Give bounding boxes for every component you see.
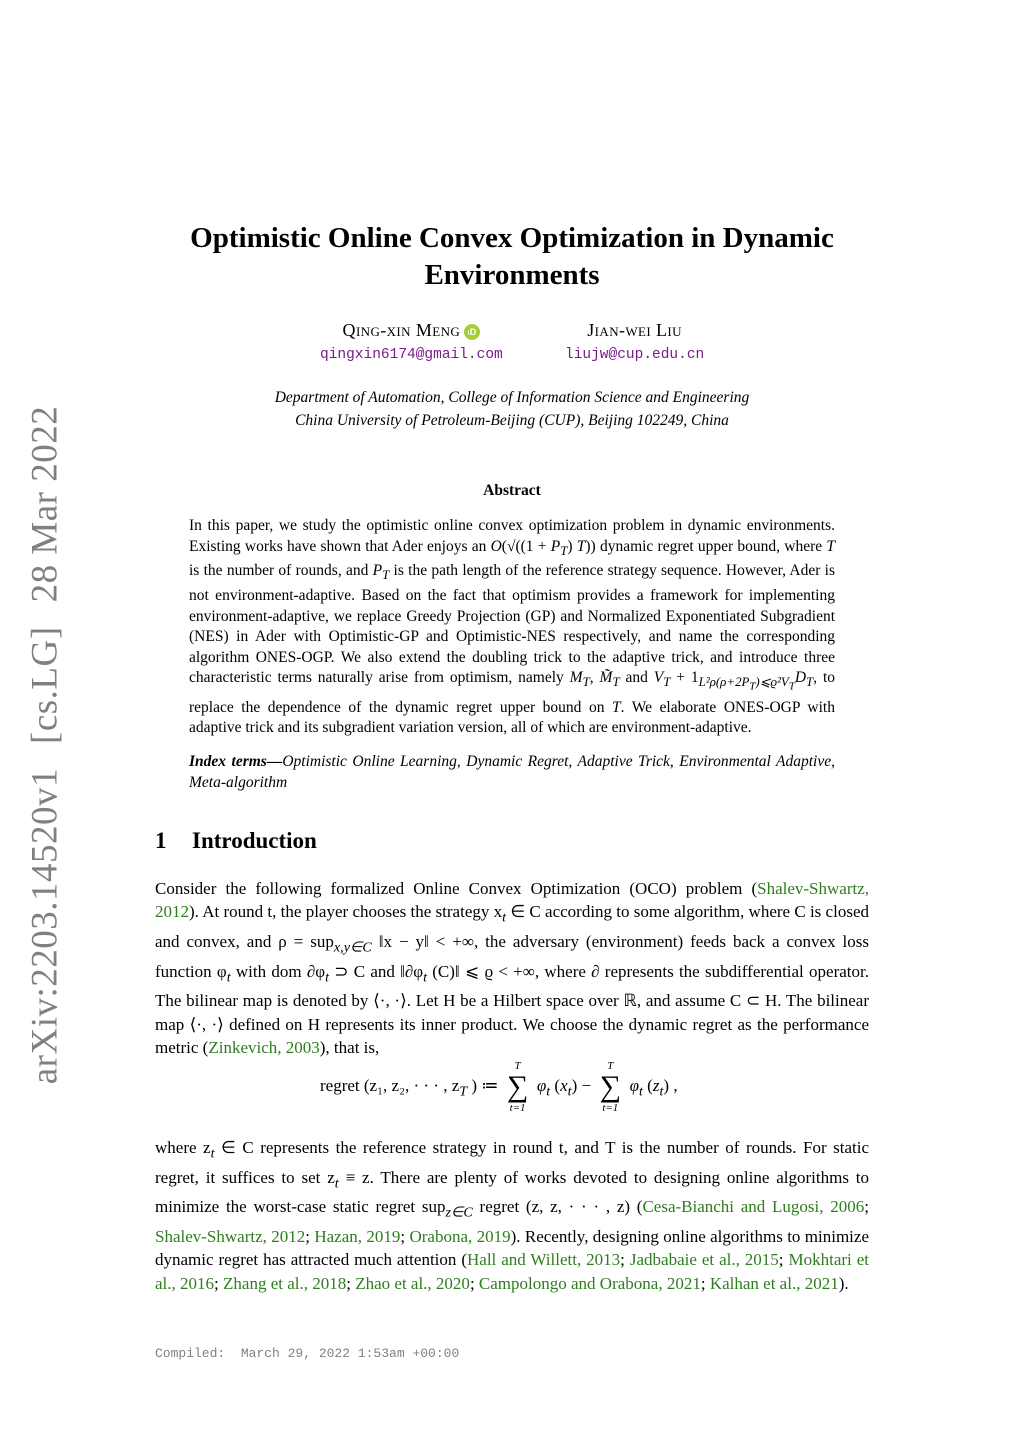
citation-link[interactable]: Cesa-Bianchi and Lugosi, 2006	[642, 1197, 865, 1217]
title-line-1: Optimistic Online Convex Optimization in Dynamic	[190, 222, 834, 254]
title-line-2: Environments	[424, 259, 600, 291]
author-email-link[interactable]: qingxin6174@gmail.com	[320, 347, 503, 363]
body-text: where z	[155, 1138, 211, 1157]
abstract-heading: Abstract	[483, 482, 541, 499]
citation-link[interactable]: Mokhtari et al., 2016	[155, 1250, 869, 1293]
citation-link[interactable]: Jadbabaie et al., 2015	[629, 1250, 779, 1270]
abstract-text: is the number of rounds, and	[189, 562, 373, 580]
equation-assign: ) ≔	[471, 1075, 499, 1095]
author-email-link[interactable]: liujw@cup.edu.cn	[565, 347, 705, 363]
citation-link[interactable]: Zhang et al., 2018	[223, 1273, 347, 1293]
body-text: ‖x − y‖ < +∞, the adversary (environment) feeds back a convex loss function φ	[155, 931, 869, 981]
citation-link[interactable]: Zinkevich, 2003	[208, 1037, 320, 1057]
section-title: Introduction	[192, 828, 317, 853]
abstract-text: dynamic regret upper bound, where	[595, 537, 827, 555]
author-name: Jian-wei Liu	[587, 320, 682, 340]
affiliation	[155, 386, 869, 432]
body-text: with dom ∂φ	[230, 961, 326, 981]
body-text: Consider the following formalized Online Convex Optimization (OCO) problem (	[155, 879, 758, 898]
citation-link[interactable]: Zhao et al., 2020	[355, 1273, 470, 1293]
body-text: ). At round t, the player chooses the strategy x	[189, 902, 503, 922]
index-terms-label: Index terms—	[189, 753, 283, 770]
index-terms-text: Optimistic Online Learning, Dynamic Regret, Adaptive Trick, Environmental Adaptive, Meta-algorithm	[189, 753, 835, 791]
author-2	[565, 320, 704, 363]
regret-equation	[155, 1060, 869, 1120]
body-text: regret (z, z, · · · , z) (	[472, 1197, 643, 1217]
citation-link[interactable]: Shalev-Shwartz, 2012	[155, 1227, 306, 1247]
body-text: ), that is,	[319, 1037, 380, 1057]
paper-title	[155, 220, 869, 294]
citation-link[interactable]: Hazan, 2019	[314, 1227, 401, 1247]
arxiv-stamp	[24, 406, 67, 1084]
abstract-text: . We elaborate ONES-OGP with adaptive trick and its subgradient variation version, all of which are environment-adaptive.	[189, 698, 835, 737]
arxiv-category: [cs.LG]	[24, 626, 66, 744]
citation-link[interactable]: Hall and Willett, 2013	[467, 1250, 621, 1270]
citation-link[interactable]: Orabona, 2019	[409, 1227, 511, 1247]
abstract-text: In this paper, we study the optimistic online convex optimization problem in dynamic environments. Existing works have shown that Ader enjoys an	[189, 517, 835, 555]
citation-link[interactable]: Kalhan et al., 2021	[709, 1273, 839, 1293]
abstract-text: is the path length of the reference strategy sequence. However, Ader is not environment-adaptive. Based on the fact that optimism provides a framework for implementing environment-adaptive, we replace Greedy Projection (GP) and Normalized Exponentiated Subgradient (NES) in Ader with Optimistic-GP and Optimistic-NES respectively, and name the corresponding algorithm ONES-OGP. We also extend the doubling trick to the adaptive trick, and introduce three characteristic terms naturally arise from optimism, namely	[189, 562, 835, 687]
author-1	[320, 320, 503, 363]
abstract-text: , to replace the dependence of the dynamic regret upper bound on	[189, 669, 836, 716]
compiled-footer: Compiled: March 29, 2022 1:53am +00:00	[155, 1346, 460, 1361]
arxiv-date: 28 Mar 2022	[24, 405, 66, 603]
body-text: ). Recently, designing online algorithms to minimize dynamic regret has attracted much attention (	[155, 1227, 869, 1270]
author-name: Qing-xin Meng	[342, 320, 461, 340]
citation-link[interactable]: Shalev-Shwartz, 2012	[155, 879, 869, 922]
arxiv-id: arXiv:2203.14520v1	[24, 767, 66, 1085]
sum-symbol: T ∑ t=1	[599, 1060, 622, 1114]
affiliation-line-2: China University of Petroleum-Beijing (CUP), Beijing 102249, China	[295, 412, 729, 429]
intro-paragraph-1: Consider the following formalized Online Convex Optimization (OCO) problem (Shalev-Shwartz, 2012). At round t, the player chooses the strategy $x_t$ ∈ C according to some algorithm, where C is closed and convex, and ρ = sup$_{x,y\in C}$ ‖x − y‖ < +∞, the adversary (environment) feeds back a convex loss function $\varphi_t$ with dom $\partial\varphi_t$ ⊃ C and $‖\partial\varphi_t$ (C)‖ ⩽ ϱ < +∞, where ∂ represents the subdifferential operator. The bilinear map is denoted by ⟨·, ·⟩. Let H be a Hilbert space over ℝ, and assume C ⊂ H. The bilinear map ⟨·, ·⟩ defined on H represents its inner product. We choose the dynamic regret as the performance metric (Zinkevich, 2003), that is,	[155, 879, 869, 1057]
affiliation-line-1: Department of Automation, College of Information Science and Engineering	[274, 389, 750, 406]
section-heading	[155, 828, 317, 854]
equation-body: regret (z₁, z₂, · · · , $z_T$ ) ≔ T ∑ t=1 $\varphi_t$ $(x_t)$ − T ∑ t=1 $\varphi_t$ $(z_t)$ ,	[320, 1060, 678, 1114]
body-text: ).	[838, 1273, 849, 1293]
index-terms	[189, 752, 835, 793]
body-text: ∈ C according to some algorithm, where C is closed and convex, and ρ = sup	[155, 902, 869, 951]
body-text: ⊃ C and ‖∂φ	[329, 961, 424, 981]
sum-symbol: T ∑ t=1	[506, 1060, 529, 1114]
body-text: ≡ z. There are plenty of works devoted to designing online algorithms to minimize the worst-case static regret sup	[155, 1167, 870, 1217]
body-text: (C)‖ ⩽ ϱ < +∞, where ∂ represents the subdifferential operator. The bilinear map is denoted by ⟨·, ·⟩. Let H be a Hilbert space over ℝ, and assume C ⊂ H. The bilinear map ⟨·, ·⟩ defined on H represents its inner product. We choose the dynamic regret as the performance metric (	[155, 961, 869, 1057]
citation-link[interactable]: Campolongo and Orabona, 2021	[478, 1273, 701, 1293]
intro-paragraph-2: where $z_t$ ∈ C represents the reference strategy in round t, and T is the number of rounds. For static regret, it suffices to set $z_t \equiv z$. There are plenty of works devoted to designing online algorithms to minimize the worst-case static regret sup$_{z\in C}$ regret (z, z, · · · , z) (Cesa-Bianchi and Lugosi, 2006; Shalev-Shwartz, 2012; Hazan, 2019; Orabona, 2019). Recently, designing online algorithms to minimize dynamic regret has attracted much attention (Hall and Willett, 2013; Jadbabaie et al., 2015; Mokhtari et al., 2016; Zhang et al., 2018; Zhao et al., 2020; Campolongo and Orabona, 2021; Kalhan et al., 2021).	[155, 1138, 870, 1293]
equation-lhs: regret (z₁, z₂, · · · , z	[320, 1075, 460, 1095]
arxiv-sidebar	[0, 0, 90, 1448]
abstract-body: In this paper, we study the optimistic online convex optimization problem in dynamic environments. Existing works have shown that Ader enjoys an $O(√((1 + P_T)$ T)) dynamic regret upper bound, where T is the number of rounds, and $P_T$ is the path length of the reference strategy sequence. However, Ader is not environment-adaptive. Based on the fact that optimism provides a framework for implementing environment-adaptive, we replace Greedy Projection (GP) and Normalized Exponentiated Subgradient (NES) in Ader with Optimistic-GP and Optimistic-NES respectively, and name the corresponding algorithm ONES-OGP. We also extend the doubling trick to the adaptive trick, and introduce three characteristic terms naturally arise from optimism, namely $M_T$, $M̃_T$ and $V_T + 1_{L^2\rho(\rho+2P_T)⩽ϱ^2V_T}D_T$, to replace the dependence of the dynamic regret upper bound on T. We elaborate ONES-OGP with adaptive trick and its subgradient variation version, all of which are environment-adaptive.	[189, 517, 836, 737]
section-number: 1	[155, 828, 167, 853]
body-text: ∈ C represents the reference strategy in round t, and T is the number of rounds. For static regret, it suffices to set z	[155, 1138, 869, 1187]
orcid-icon[interactable]: iD	[464, 324, 480, 340]
